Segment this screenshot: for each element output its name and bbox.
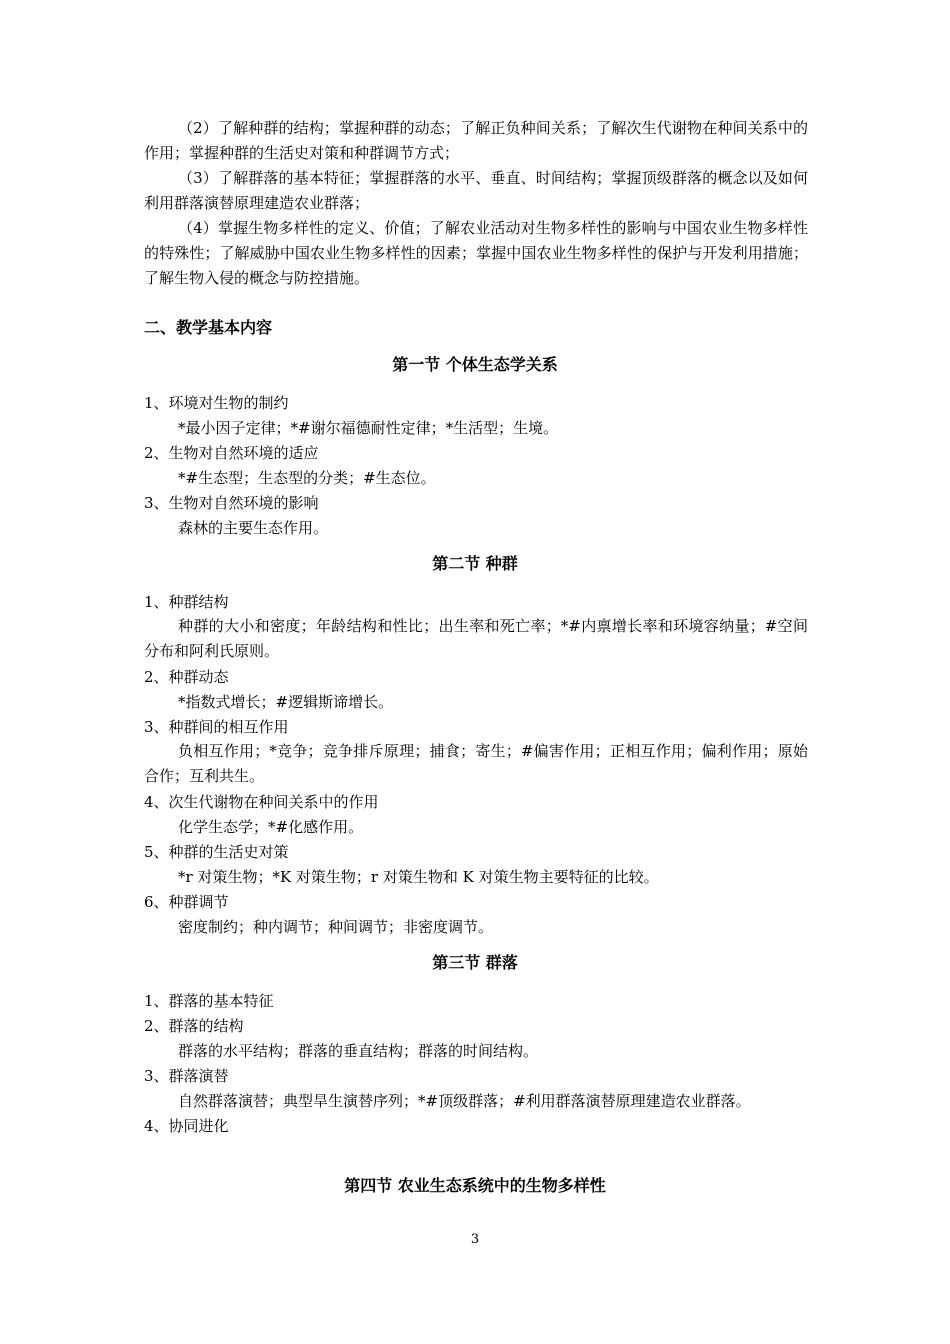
section-3-title: 第三节 群落 [432, 953, 518, 972]
page-number: 3 [470, 1232, 480, 1247]
s2-item-6: 6、种群调节 [144, 893, 229, 911]
s2-item-3: 3、种群间的相互作用 [144, 718, 289, 736]
objective-3: （3）了解群落的基本特征；掌握群落的水平、垂直、时间结构；掌握顶级群落的概念以及如何利用群落演替原理建造农业群落； [144, 169, 808, 212]
s3-detail-3: 自然群落演替；典型旱生演替序列；*#顶级群落；#利用群落演替原理建造农业群落。 [178, 1092, 751, 1110]
s3-item-1: 1、群落的基本特征 [144, 992, 274, 1010]
s3-item-3: 3、群落演替 [144, 1067, 229, 1085]
s3-item-2: 2、群落的结构 [144, 1017, 244, 1035]
objective-2: （2）了解种群的结构；掌握种群的动态；了解正负种间关系；了解次生代谢物在种间关系中的作用；掌握种群的生活史对策和种群调节方式； [144, 119, 808, 162]
objective-4: （4）掌握生物多样性的定义、价值；了解农业活动对生物多样性的影响与中国农业生物多样性的特殊性；了解威胁中国农业生物多样性的因素；掌握中国农业生物多样性的保护与开发利用措施；了解生物入侵的概念与防控措施。 [144, 219, 808, 287]
section-heading: 二、教学基本内容 [144, 318, 273, 337]
s2-detail-3: 负相互作用；*竞争；竞争排斥原理；捕食；寄生；#偏害作用；正相互作用；偏利作用；原始合作；互利共生。 [144, 742, 808, 785]
section-2-title: 第二节 种群 [432, 554, 518, 573]
s2-item-5: 5、种群的生活史对策 [144, 843, 289, 861]
s2-detail-2: *指数式增长；#逻辑斯谛增长。 [178, 693, 394, 711]
s1-item-3: 3、生物对自然环境的影响 [144, 494, 319, 512]
section-4-title: 第四节 农业生态系统中的生物多样性 [344, 1176, 606, 1195]
s3-item-4: 4、协同进化 [144, 1117, 229, 1135]
s1-item-2: 2、生物对自然环境的适应 [144, 444, 319, 462]
s2-detail-4: 化学生态学；*#化感作用。 [178, 818, 364, 836]
s1-detail-2: *#生态型；生态型的分类；#生态位。 [178, 469, 436, 487]
section-1-title: 第一节 个体生态学关系 [392, 355, 558, 374]
s3-detail-2: 群落的水平结构；群落的垂直结构；群落的时间结构。 [178, 1042, 539, 1060]
s1-detail-3: 森林的主要生态作用。 [178, 519, 329, 537]
s2-item-4: 4、次生代谢物在种间关系中的作用 [144, 793, 379, 811]
s1-detail-1: *最小因子定律；*#谢尔福德耐性定律；*生活型；生境。 [178, 419, 559, 437]
s2-detail-1: 种群的大小和密度；年龄结构和性比；出生率和死亡率；*#内禀增长率和环境容纳量；#空间分布和阿利氏原则。 [144, 617, 808, 660]
s1-item-1: 1、环境对生物的制约 [144, 394, 289, 412]
s2-item-2: 2、种群动态 [144, 668, 229, 686]
s2-detail-6: 密度制约；种内调节；种间调节；非密度调节。 [178, 918, 494, 936]
s2-item-1: 1、种群结构 [144, 593, 229, 611]
s2-detail-5: *r 对策生物；*K 对策生物；r 对策生物和 K 对策生物主要特征的比较。 [178, 868, 659, 886]
